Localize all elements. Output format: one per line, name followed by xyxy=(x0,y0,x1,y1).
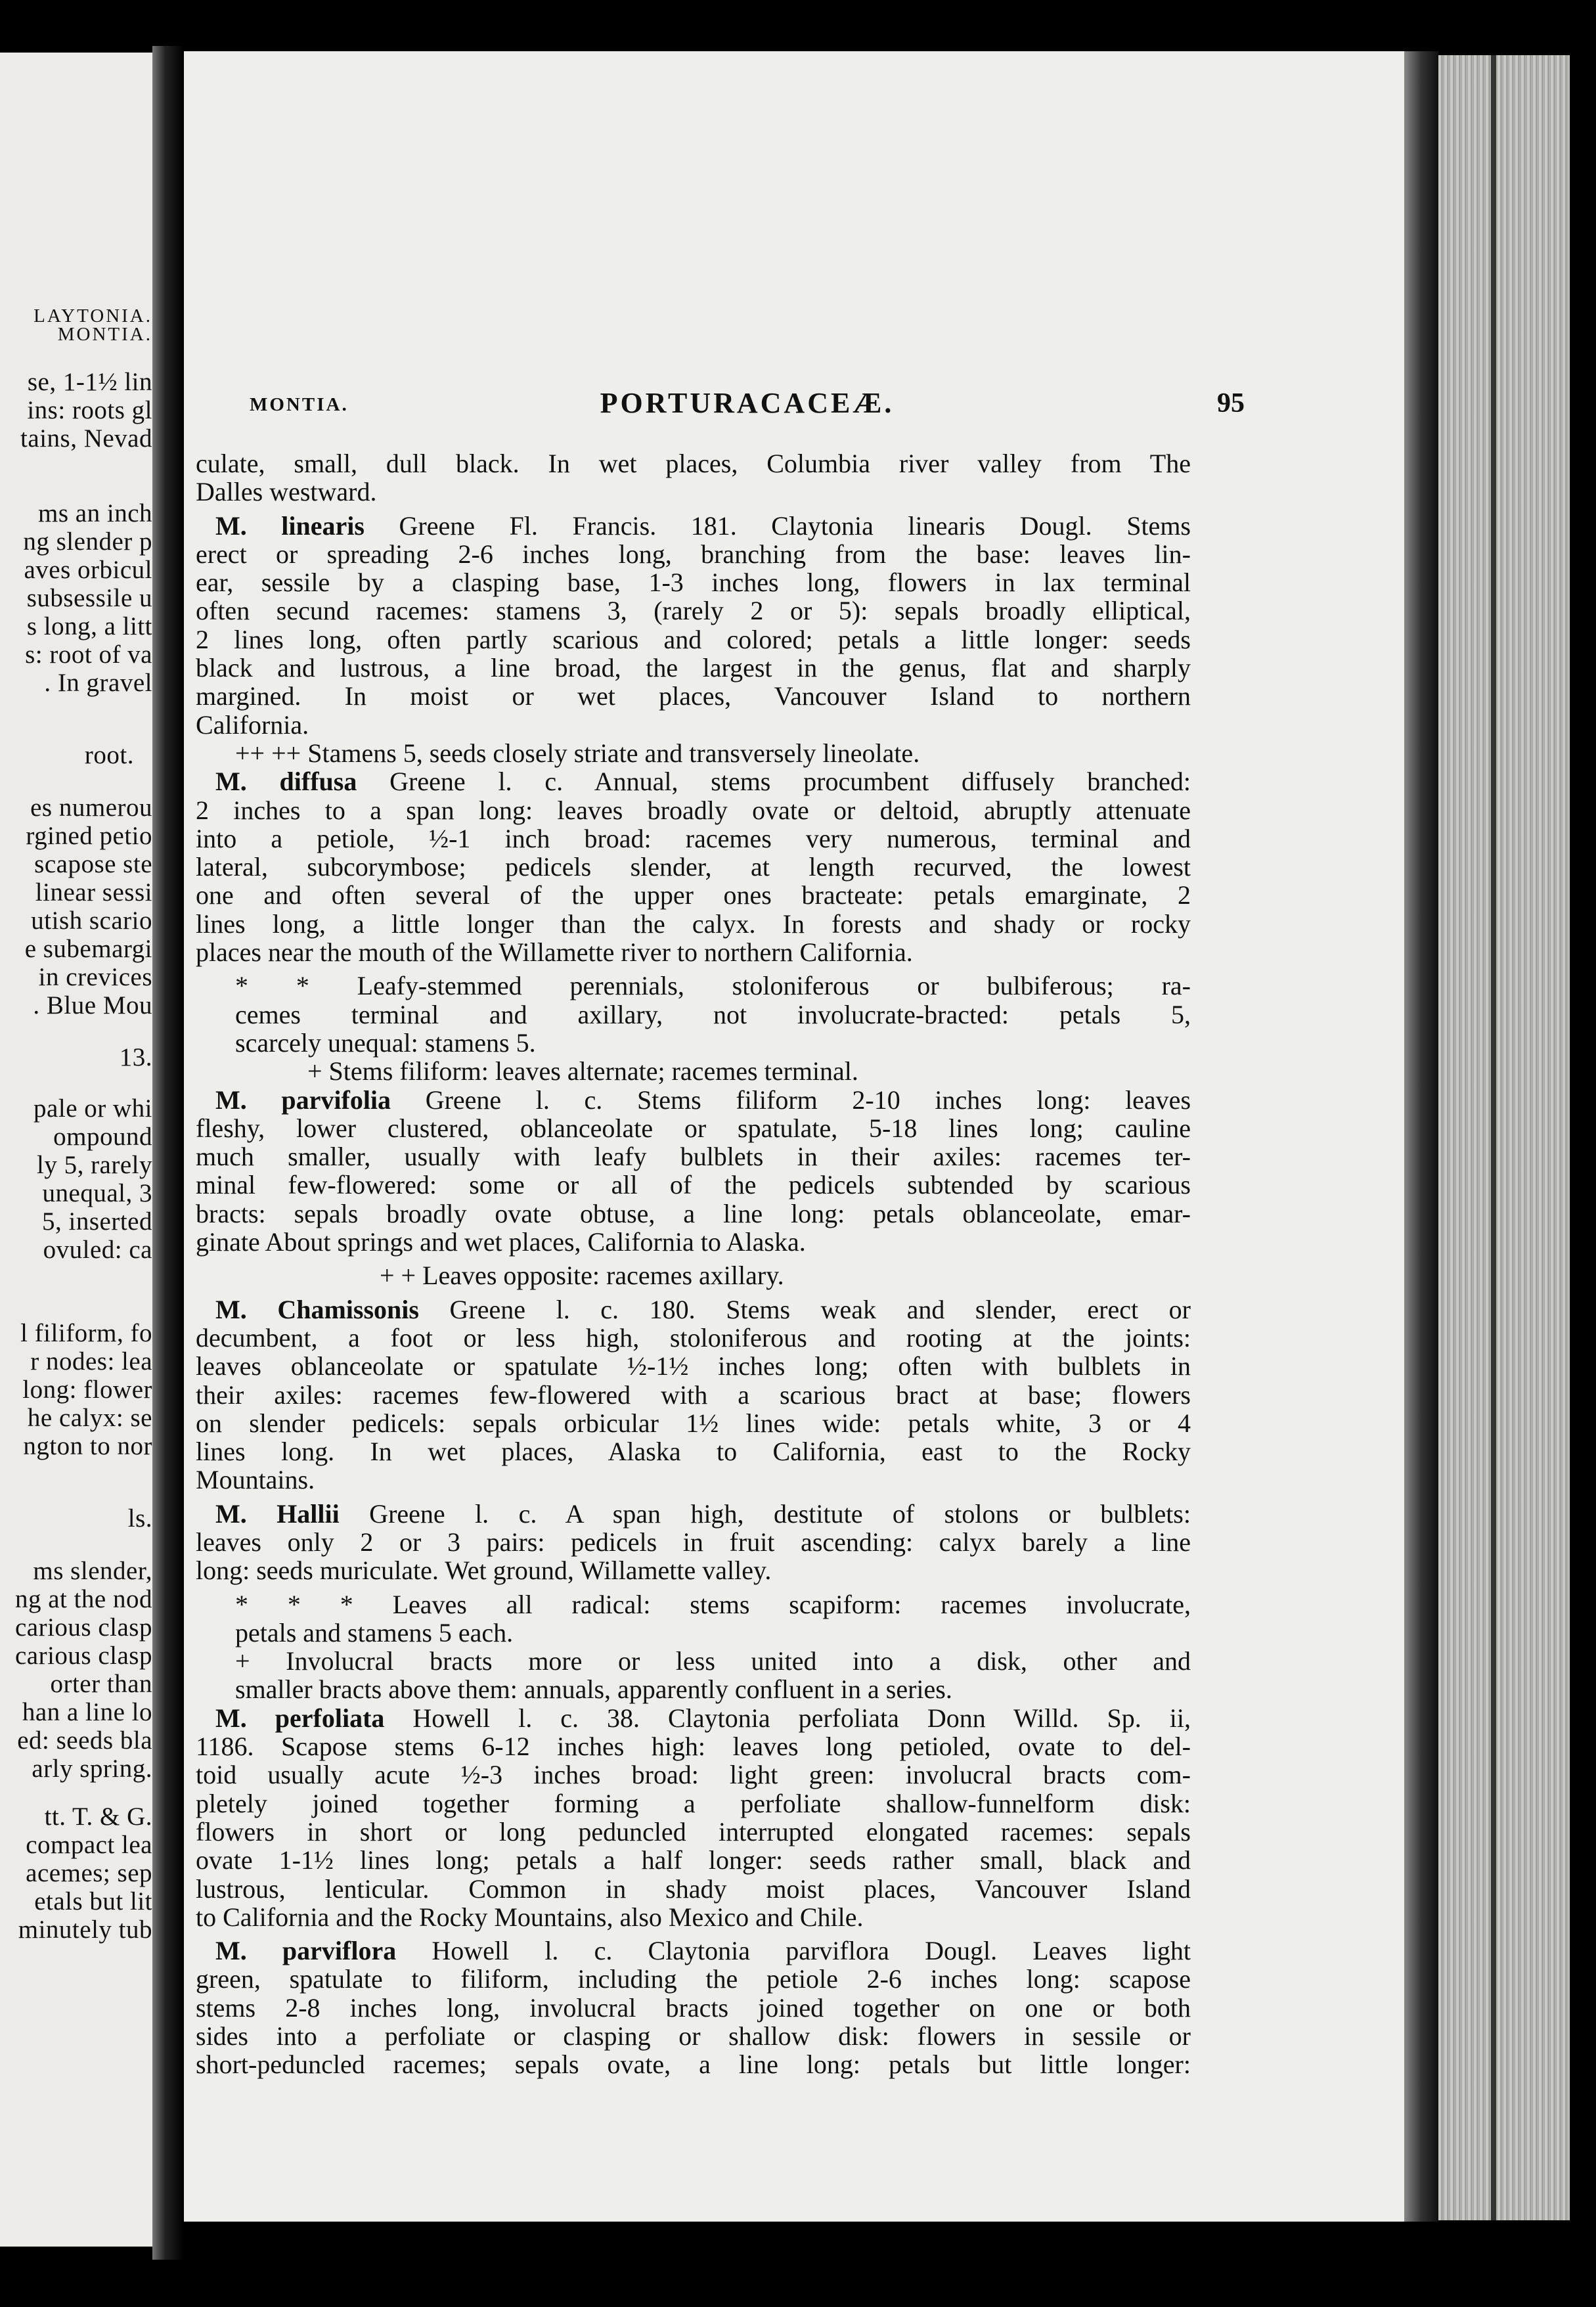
running-head-left: MONTIA. xyxy=(250,394,349,415)
margin-fragment: tains, Nevad xyxy=(20,424,152,453)
margin-fragment: r nodes: lea xyxy=(30,1347,152,1376)
margin-fragment: rgined petio xyxy=(26,822,152,850)
book-edge-stack xyxy=(1438,55,1570,2220)
margin-fragment: etals but lit xyxy=(34,1887,152,1915)
margin-fragment: ompound xyxy=(53,1123,152,1151)
text-line: much smaller, usually with leafy bulblets in their axiles: racemes ter- xyxy=(196,1142,1191,1172)
margin-fragment: in crevices xyxy=(38,963,152,991)
text-line: smaller bracts above them: annuals, apparently confluent in a series. xyxy=(235,1674,952,1705)
entry-montia-perfoliata xyxy=(196,1704,1191,1931)
text-line: lustrous, lenticular. Common in shady moist places, Vancouver Island xyxy=(196,1873,1191,1904)
text-line: into a petiole, ½-1 inch broad: racemes very numerous, terminal and xyxy=(196,823,1191,853)
book-edge-line xyxy=(1491,55,1496,2220)
text-line: flowers in short or long peduncled interrupted elongated racemes: sepals xyxy=(196,1816,1191,1847)
text-line: culate, small, dull black. In wet places, Columbia river valley from The xyxy=(196,449,1191,478)
margin-fragment: ed: seeds bla xyxy=(17,1726,152,1755)
margin-fragment: orter than xyxy=(50,1670,152,1698)
entry-montia-parviflora xyxy=(196,1937,1191,2078)
text-line: bracts: sepals broadly ovate obtuse, a line long: petals oblanceolate, emar- xyxy=(196,1198,1191,1228)
text-line: M. diffusa Greene l. c. Annual, stems procumbent diffusely branched: xyxy=(215,767,1191,797)
margin-fragment: LAYTONIA. xyxy=(33,305,152,326)
margin-fragment: ng at the nod xyxy=(14,1585,152,1613)
margin-fragment: carious clasp xyxy=(14,1642,152,1670)
margin-fragment: ngton to nor xyxy=(23,1432,152,1460)
text-line: M. Hallii Greene l. c. A span high, destitute of stolons or bulblets: xyxy=(215,1498,1191,1529)
margin-fragment: ng slender p xyxy=(23,527,152,556)
group-heading-leafy-stemmed xyxy=(196,972,1191,1057)
text-line: leaves oblanceolate or spatulate ½-1½ inches long; often with bulblets in xyxy=(196,1351,1191,1381)
margin-fragment: aves orbicul xyxy=(24,556,152,584)
text-line: M. Chamissonis Greene l. c. 180. Stems weak and slender, erect or xyxy=(215,1294,1191,1324)
text-line: Mountains. xyxy=(196,1465,315,1495)
margin-fragment: long: flower xyxy=(22,1376,152,1404)
section-heading: + Stems filiform: leaves alternate; racemes terminal. xyxy=(307,1056,858,1086)
text-line: Dalles westward. xyxy=(196,477,377,507)
margin-fragment: minutely tub xyxy=(18,1915,152,1944)
margin-fragment: ovuled: ca xyxy=(43,1236,152,1264)
text-line: long: seeds muriculate. Wet ground, Willamette valley. xyxy=(196,1556,772,1586)
margin-fragment: es numerou xyxy=(30,794,152,822)
margin-fragment: compact lea xyxy=(26,1831,152,1859)
entry-montia-diffusa xyxy=(196,767,1191,966)
margin-fragment: acemes; sep xyxy=(26,1859,152,1887)
page-edge-shadow xyxy=(1404,51,1438,2222)
entry-montia-linearis xyxy=(196,512,1191,739)
margin-fragment: s: root of va xyxy=(25,640,152,669)
text-line: lateral, subcorymbose; pedicels slender, at length recurved, the lowest xyxy=(196,852,1191,882)
text-line: stems 2-8 inches long, involucral bracts joined together on one or both xyxy=(196,1992,1191,2023)
margin-fragment: ms an inch xyxy=(38,499,152,527)
margin-fragment: pale or whi xyxy=(33,1094,152,1123)
book-page xyxy=(184,51,1404,2222)
margin-fragment: unequal, 3 xyxy=(42,1179,152,1207)
text-line: M. linearis Greene Fl. Francis. 181. Claytonia linearis Dougl. Stems xyxy=(215,510,1191,541)
text-line: erect or spreading 2-6 inches long, branching from the base: leaves lin- xyxy=(196,539,1191,569)
margin-fragment: ly 5, rarely xyxy=(36,1151,152,1179)
text-line: cemes terminal and axillary, not involucrate-bracted: petals 5, xyxy=(235,999,1191,1029)
margin-fragment: carious clasp xyxy=(14,1613,152,1642)
margin-fragment: root. xyxy=(84,741,134,769)
text-line: lines long, a little longer than the calyx. In forests and shady or rocky xyxy=(196,908,1191,939)
text-line: * * * Leaves all radical: stems scapiform: racemes involucrate, xyxy=(235,1589,1191,1619)
margin-fragment: ins: roots gl xyxy=(27,396,152,424)
margin-fragment: scapose ste xyxy=(34,850,152,878)
margin-fragment: s long, a litt xyxy=(26,612,152,640)
text-line: M. perfoliata Howell l. c. 38. Claytonia perfoliata Donn Willd. Sp. ii, xyxy=(215,1703,1191,1733)
margin-fragment: se, 1-1½ lin xyxy=(27,368,152,396)
text-line: + Involucral bracts more or less united into a disk, other and xyxy=(235,1646,1191,1676)
margin-fragment: han a line lo xyxy=(22,1698,152,1726)
text-line: ginate About springs and wet places, California to Alaska. xyxy=(196,1227,806,1257)
margin-fragment: . In gravel xyxy=(44,669,152,697)
text-line: pletely joined together forming a perfoliate shallow-funnelform disk: xyxy=(196,1788,1191,1818)
section-heading: ++ ++ Stamens 5, seeds closely striate and transversely lineolate. xyxy=(235,738,920,768)
margin-fragment: 13. xyxy=(119,1043,152,1071)
margin-fragment: linear sessi xyxy=(35,878,152,907)
text-line: M. parvifolia Greene l. c. Stems filiform 2-10 inches long: leaves xyxy=(215,1085,1191,1115)
margin-fragment: subsessile u xyxy=(26,584,152,612)
running-head xyxy=(250,386,1245,426)
page-number: 95 xyxy=(1217,388,1245,418)
margin-fragment: . Blue Mou xyxy=(33,991,152,1019)
margin-fragment: arly spring. xyxy=(32,1755,152,1783)
text-line: ovate 1-1½ lines long; petals a half longer: seeds rather small, black and xyxy=(196,1845,1191,1875)
margin-fragment: tt. T. & G. xyxy=(44,1803,152,1831)
page-body xyxy=(196,449,1191,2079)
text-line: on slender pedicels: sepals orbicular 1½ lines wide: petals white, 3 or 4 xyxy=(196,1408,1191,1438)
entry-montia-parvifolia xyxy=(196,1086,1191,1257)
entry-montia-chamissonis xyxy=(196,1295,1191,1494)
entry-montia-hallii xyxy=(196,1500,1191,1585)
running-head-title: PORTURACACEÆ. xyxy=(600,387,895,419)
text-line: ear, sessile by a clasping base, 1-3 inches long, flowers in lax terminal xyxy=(196,568,1191,598)
text-line: leaves only 2 or 3 pairs: pedicels in fruit ascending: calyx barely a line xyxy=(196,1527,1191,1557)
text-line: one and often several of the upper ones bracteate: petals emarginate, 2 xyxy=(196,880,1191,910)
text-line: 2 lines long, often partly scarious and colored; petals a little longer: seeds xyxy=(196,624,1191,654)
text-line: minal few-flowered: some or all of the pedicels subtended by scarious xyxy=(196,1170,1191,1200)
text-line: often secund racemes: stamens 3, (rarely 2 or 5): sepals broadly elliptical, xyxy=(196,596,1191,626)
text-line: petals and stamens 5 each. xyxy=(235,1617,514,1647)
left-facing-page xyxy=(0,53,152,2247)
margin-fragment: ls. xyxy=(127,1504,152,1533)
margin-fragment: e subemargi xyxy=(24,935,152,963)
text-line: sides into a perfoliate or clasping or shallow disk: flowers in sessile or xyxy=(196,2021,1191,2051)
text-line: margined. In moist or wet places, Vancouver Island to northern xyxy=(196,681,1191,711)
text-line: green, spatulate to filiform, including the petiole 2-6 inches long: scapose xyxy=(196,1964,1191,1994)
text-line: black and lustrous, a line broad, the largest in the genus, flat and sharply xyxy=(196,653,1191,683)
text-line: toid usually acute ½-3 inches broad: light green: involucral bracts com- xyxy=(196,1760,1191,1790)
margin-fragment: ms slender, xyxy=(33,1557,152,1585)
text-line: 1186. Scapose stems 6-12 inches high: leaves long petioled, ovate to del- xyxy=(196,1732,1191,1762)
margin-fragment: he calyx: se xyxy=(27,1404,152,1432)
margin-fragment: MONTIA. xyxy=(57,324,152,345)
gutter-shadow xyxy=(152,46,184,2260)
text-line: lines long. In wet places, Alaska to California, east to the Rocky xyxy=(196,1437,1191,1467)
text-line: * * Leafy-stemmed perennials, stoloniferous or bulbiferous; ra- xyxy=(235,971,1191,1001)
margin-fragment: l filiform, fo xyxy=(20,1319,152,1347)
text-line: short-peduncled racemes; sepals ovate, a line long: petals but little longer: xyxy=(196,2049,1191,2080)
text-line: places near the mouth of the Willamette river to northern California. xyxy=(196,937,913,968)
group-heading-leaves-radical xyxy=(196,1590,1191,1647)
subgroup-heading-involucral xyxy=(196,1647,1191,1704)
margin-fragment: 5, inserted xyxy=(42,1207,152,1236)
text-line: decumbent, a foot or less high, stoloniferous and rooting at the joints: xyxy=(196,1322,1191,1353)
margin-fragment: utish scario xyxy=(31,907,152,935)
text-line: M. parviflora Howell l. c. Claytonia parviflora Dougl. Leaves light xyxy=(215,1936,1191,1966)
text-line: California. xyxy=(196,709,309,740)
section-heading: + + Leaves opposite: racemes axillary. xyxy=(380,1261,784,1291)
text-line: fleshy, lower clustered, oblanceolate or spatulate, 5-18 lines long; cauline xyxy=(196,1113,1191,1143)
text-line: their axiles: racemes few-flowered with a scarious bract at base; flowers xyxy=(196,1379,1191,1410)
text-line: scarcely unequal: stamens 5. xyxy=(235,1027,536,1058)
text-line: to California and the Rocky Mountains, also Mexico and Chile. xyxy=(196,1902,864,1932)
text-line: 2 inches to a span long: leaves broadly ovate or deltoid, abruptly attenuate xyxy=(196,795,1191,825)
